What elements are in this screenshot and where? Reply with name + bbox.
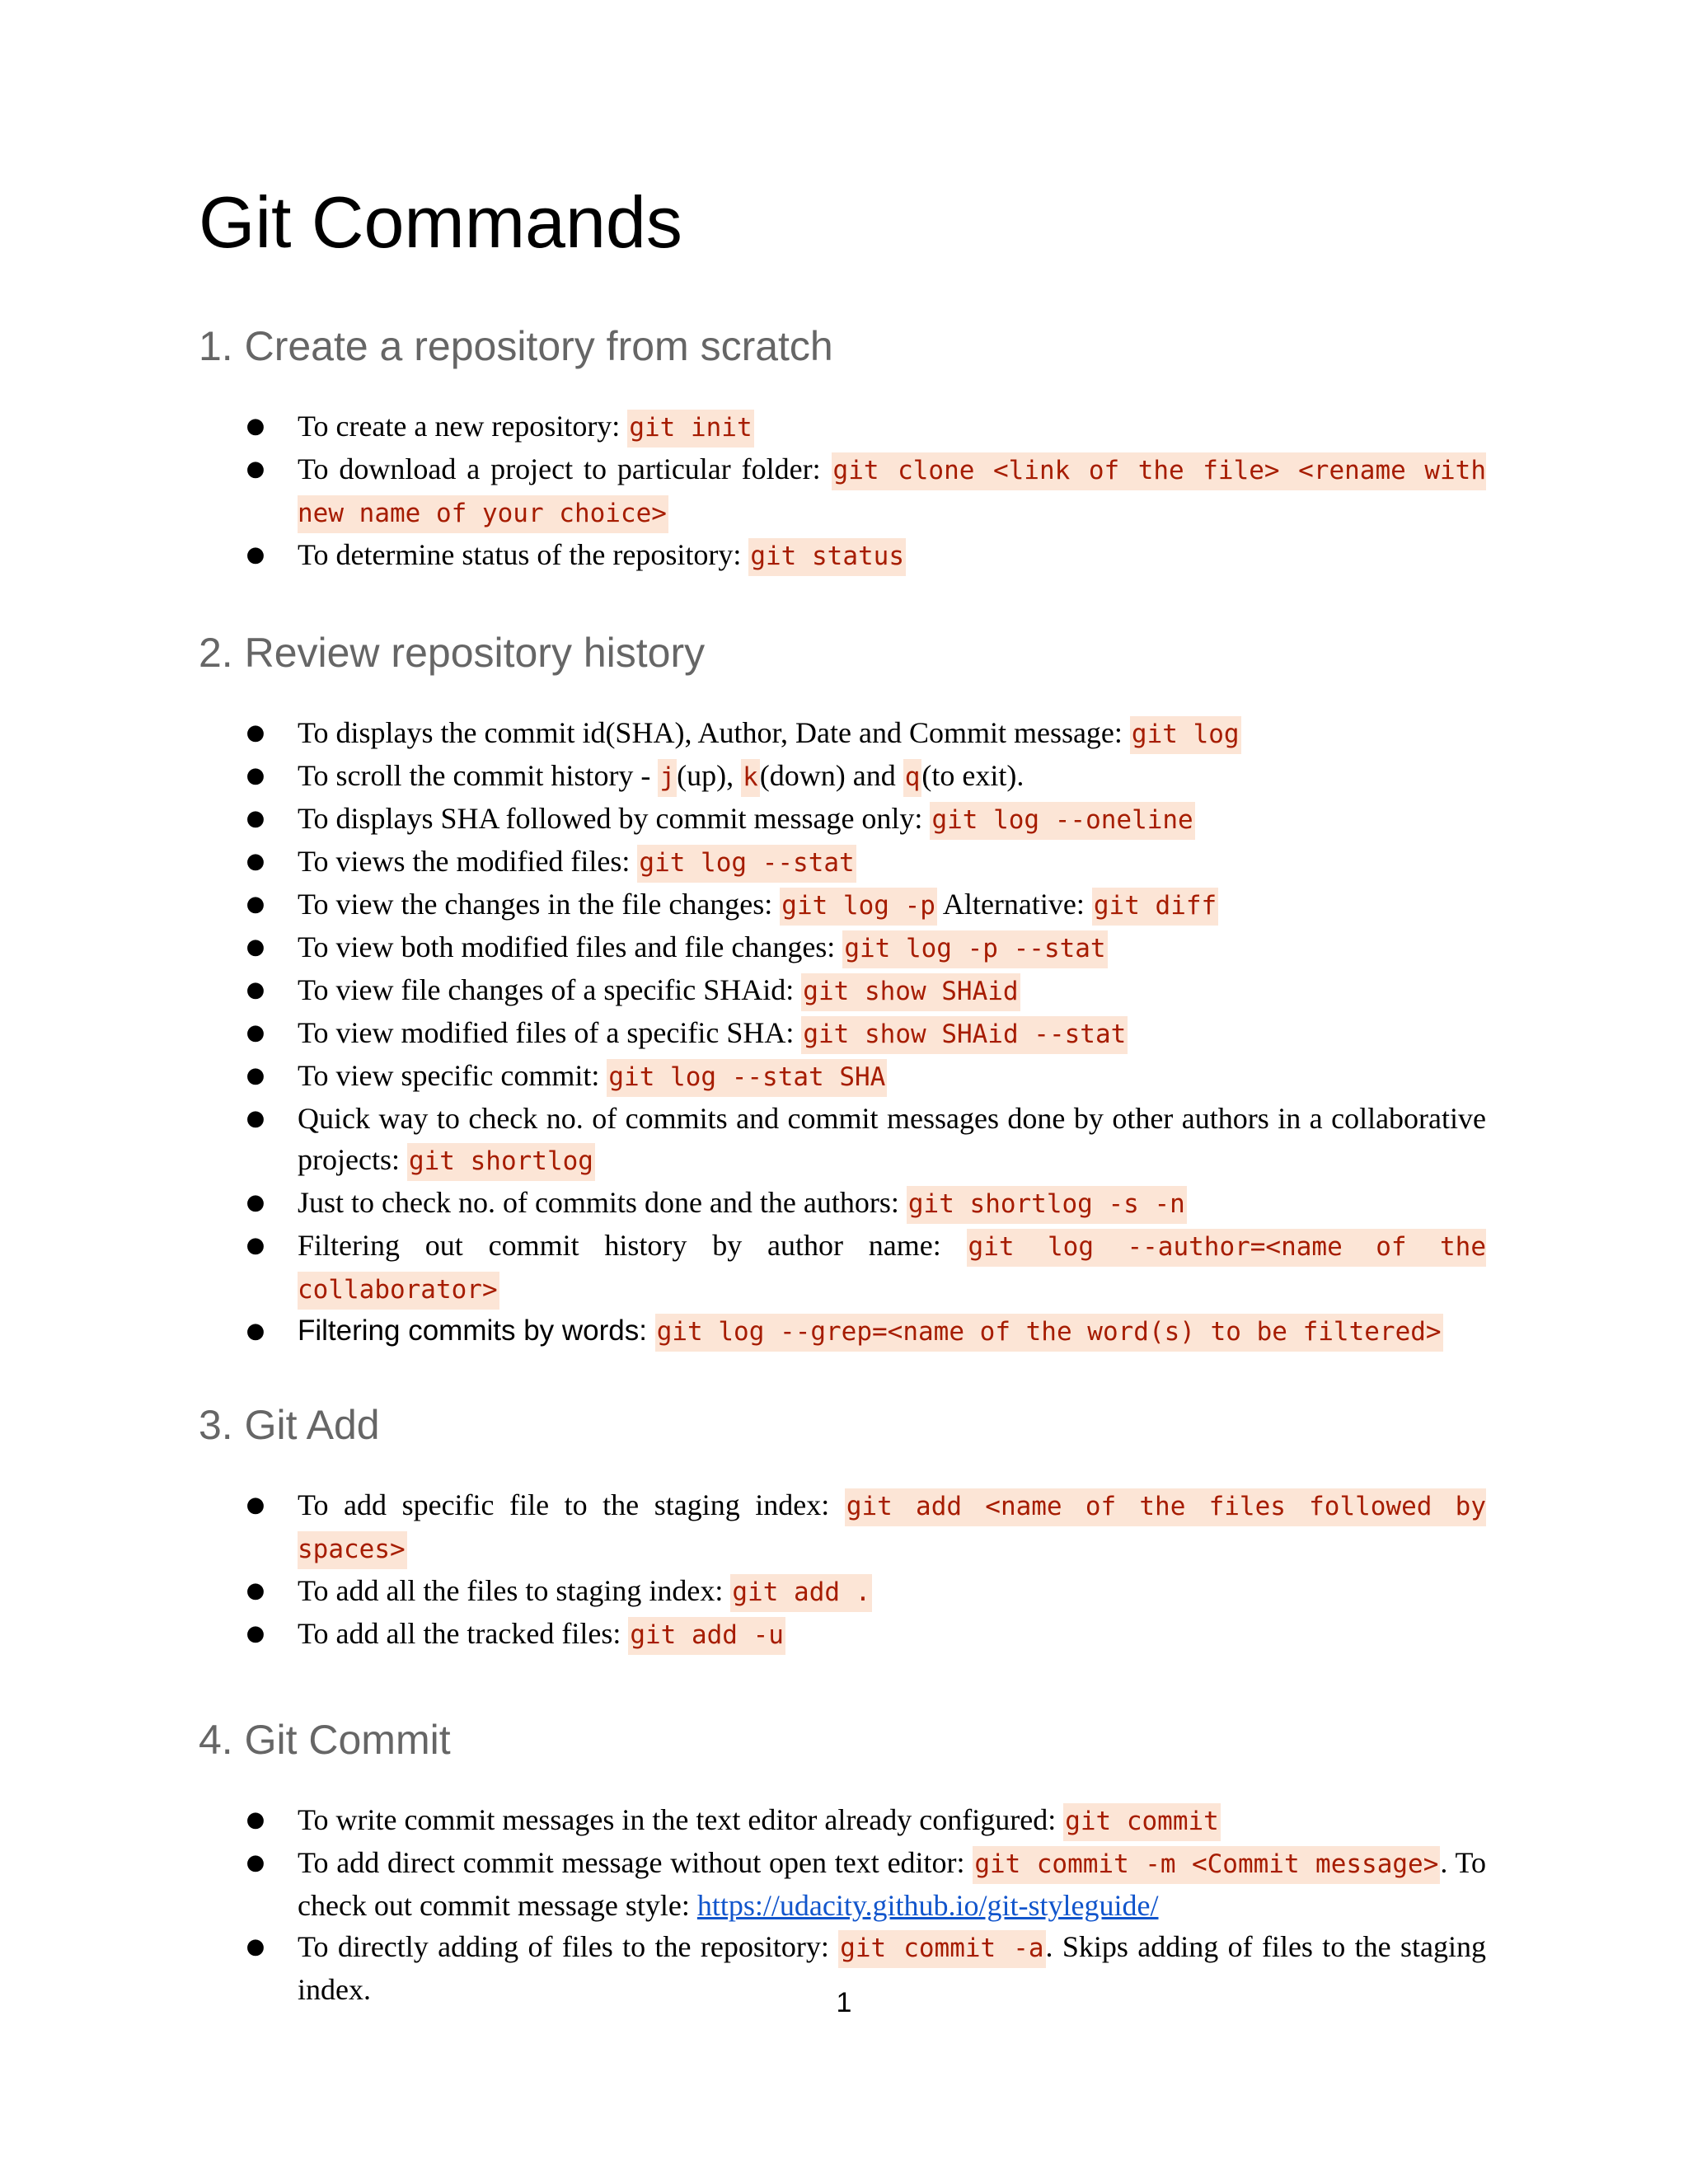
command-code: git commit -m <Commit message> (973, 1846, 1440, 1884)
command-code: git log --grep=<name of the word(s) to be filtered> (655, 1314, 1443, 1352)
bullet-icon: ● (246, 935, 265, 959)
bullet-icon: ● (246, 457, 265, 481)
command-code: git show SHAid (801, 973, 1020, 1011)
item-text: To add specific file to the staging index: (298, 1488, 845, 1521)
command-code: k (741, 759, 760, 797)
command-code: git shortlog -s -n (907, 1186, 1187, 1224)
item-text: . To check out commit message style: (298, 1846, 1486, 1922)
list-item (199, 1225, 1486, 1310)
bullet-icon: ● (246, 849, 265, 874)
item-text: . Skips adding of files to the staging index. (298, 1930, 1486, 2006)
command-code: git log --oneline (930, 802, 1194, 840)
item-text: Just to check no. of commits done and the authors: (298, 1186, 907, 1219)
section-heading: 1. Create a repository from scratch (199, 323, 833, 369)
command-code: git log --stat SHA (607, 1059, 887, 1097)
section-heading: 3. Git Add (199, 1402, 380, 1448)
command-code: git log --author=<name of the collaborator> (298, 1229, 1486, 1310)
list-item (199, 1613, 1486, 1656)
command-code: git clone <link of the file> <rename with new name of your choice> (298, 452, 1486, 533)
item-text: To add direct commit message without open text editor: (298, 1846, 973, 1879)
command-code: git init (627, 410, 753, 448)
bullet-icon: ● (246, 1493, 265, 1517)
item-text: Quick way to check no. of commits and commit messages done by other authors in a collaborative projects: (298, 1102, 1486, 1176)
list-item (199, 883, 1486, 926)
item-text: To download a project to particular folder: (298, 452, 832, 485)
section-heading: 4. Git Commit (199, 1717, 451, 1763)
section-3 (199, 1400, 1486, 1656)
list-item (199, 1055, 1486, 1098)
styleguide-link[interactable]: https://udacity.github.io/git-styleguide/ (696, 1889, 1159, 1922)
document-body (199, 181, 1486, 2010)
command-code: git diff (1092, 888, 1218, 926)
item-text: To view specific commit: (298, 1059, 607, 1092)
command-code: git log (1130, 716, 1241, 754)
item-text: To view modified files of a specific SHA: (298, 1016, 802, 1049)
list-item (199, 1484, 1486, 1570)
item-text: To create a new repository: (298, 410, 628, 443)
item-text: To view file changes of a specific SHAid: (298, 973, 802, 1006)
list-item (199, 798, 1486, 841)
list-item (199, 1012, 1486, 1055)
list-item (199, 1310, 1486, 1352)
document-title: Git Commands (199, 181, 682, 263)
list-item (199, 1182, 1486, 1225)
item-text: To displays SHA followed by commit message only: (298, 802, 931, 835)
bullet-icon: ● (246, 542, 265, 567)
command-code: j (658, 759, 677, 797)
item-text: To scroll the commit history - (298, 759, 659, 792)
bullet-icon: ● (246, 1319, 265, 1343)
item-text: To displays the commit id(SHA), Author, Date and Commit message: (298, 716, 1130, 749)
command-code: git add . (730, 1574, 872, 1612)
bullet-icon: ● (246, 1621, 265, 1646)
list-item (199, 712, 1486, 755)
bullet-list (199, 1799, 1486, 2010)
command-code: q (903, 759, 922, 797)
command-code: git log -p --stat (842, 930, 1107, 968)
command-code: git add <name of the files followed by spaces> (298, 1488, 1486, 1569)
command-code: git status (748, 538, 906, 576)
item-text: Filtering out commit history by author name: (298, 1229, 967, 1262)
bullet-icon: ● (246, 1934, 265, 1959)
bullet-list (199, 405, 1486, 577)
bullet-icon: ● (246, 892, 265, 916)
bullet-icon: ● (246, 414, 265, 438)
bullet-icon: ● (246, 1233, 265, 1258)
bullet-icon: ● (246, 806, 265, 831)
item-text: To directly adding of files to the repository: (298, 1930, 839, 1963)
list-item (199, 448, 1486, 534)
command-code: git log --stat (637, 845, 856, 883)
item-text: (up), (677, 759, 742, 792)
item-text: To write commit messages in the text editor already configured: (298, 1803, 1064, 1836)
bullet-icon: ● (246, 1807, 265, 1832)
list-item (199, 1799, 1486, 1842)
list-item (199, 1098, 1486, 1182)
command-code: git add -u (628, 1617, 785, 1655)
item-text: Alternative: (936, 888, 1092, 921)
list-item (199, 926, 1486, 969)
list-item (199, 405, 1486, 448)
page-number: 1 (836, 1987, 852, 2018)
list-item (199, 1570, 1486, 1613)
list-item (199, 1842, 1486, 1926)
section-1 (199, 321, 1486, 577)
bullet-icon: ● (246, 1578, 265, 1603)
item-text: (down) and (759, 759, 903, 792)
item-text: To add all the tracked files: (298, 1617, 629, 1650)
list-item (199, 841, 1486, 883)
bullet-icon: ● (246, 1020, 265, 1045)
bullet-icon: ● (246, 1190, 265, 1215)
command-code: git log -p (780, 888, 937, 926)
section-heading: 2. Review repository history (199, 630, 706, 676)
item-text: (to exit). (921, 759, 1025, 792)
bullet-icon: ● (246, 1063, 265, 1088)
item-text: To view the changes in the file changes: (298, 888, 781, 921)
list-item (199, 755, 1486, 798)
bullet-icon: ● (246, 720, 265, 745)
bullet-icon: ● (246, 763, 265, 788)
item-text: To view both modified files and file changes: (298, 930, 843, 963)
bullet-icon: ● (246, 977, 265, 1002)
command-code: git shortlog (407, 1143, 595, 1181)
bullet-list (199, 1484, 1486, 1656)
command-code: git commit (1063, 1803, 1221, 1841)
section-4 (199, 1715, 1486, 2010)
sections-container (199, 321, 1486, 2010)
item-text: To views the modified files: (298, 845, 638, 878)
item-text: Filtering commits by words: (298, 1315, 655, 1347)
bullet-icon: ● (246, 1106, 265, 1131)
item-text: To determine status of the repository: (298, 538, 749, 571)
bullet-icon: ● (246, 1850, 265, 1875)
list-item (199, 969, 1486, 1012)
command-code: git commit -a (838, 1930, 1045, 1968)
list-item (199, 534, 1486, 577)
section-2 (199, 628, 1486, 1352)
item-text: To add all the files to staging index: (298, 1574, 731, 1607)
command-code: git show SHAid --stat (801, 1016, 1128, 1054)
bullet-list (199, 712, 1486, 1352)
